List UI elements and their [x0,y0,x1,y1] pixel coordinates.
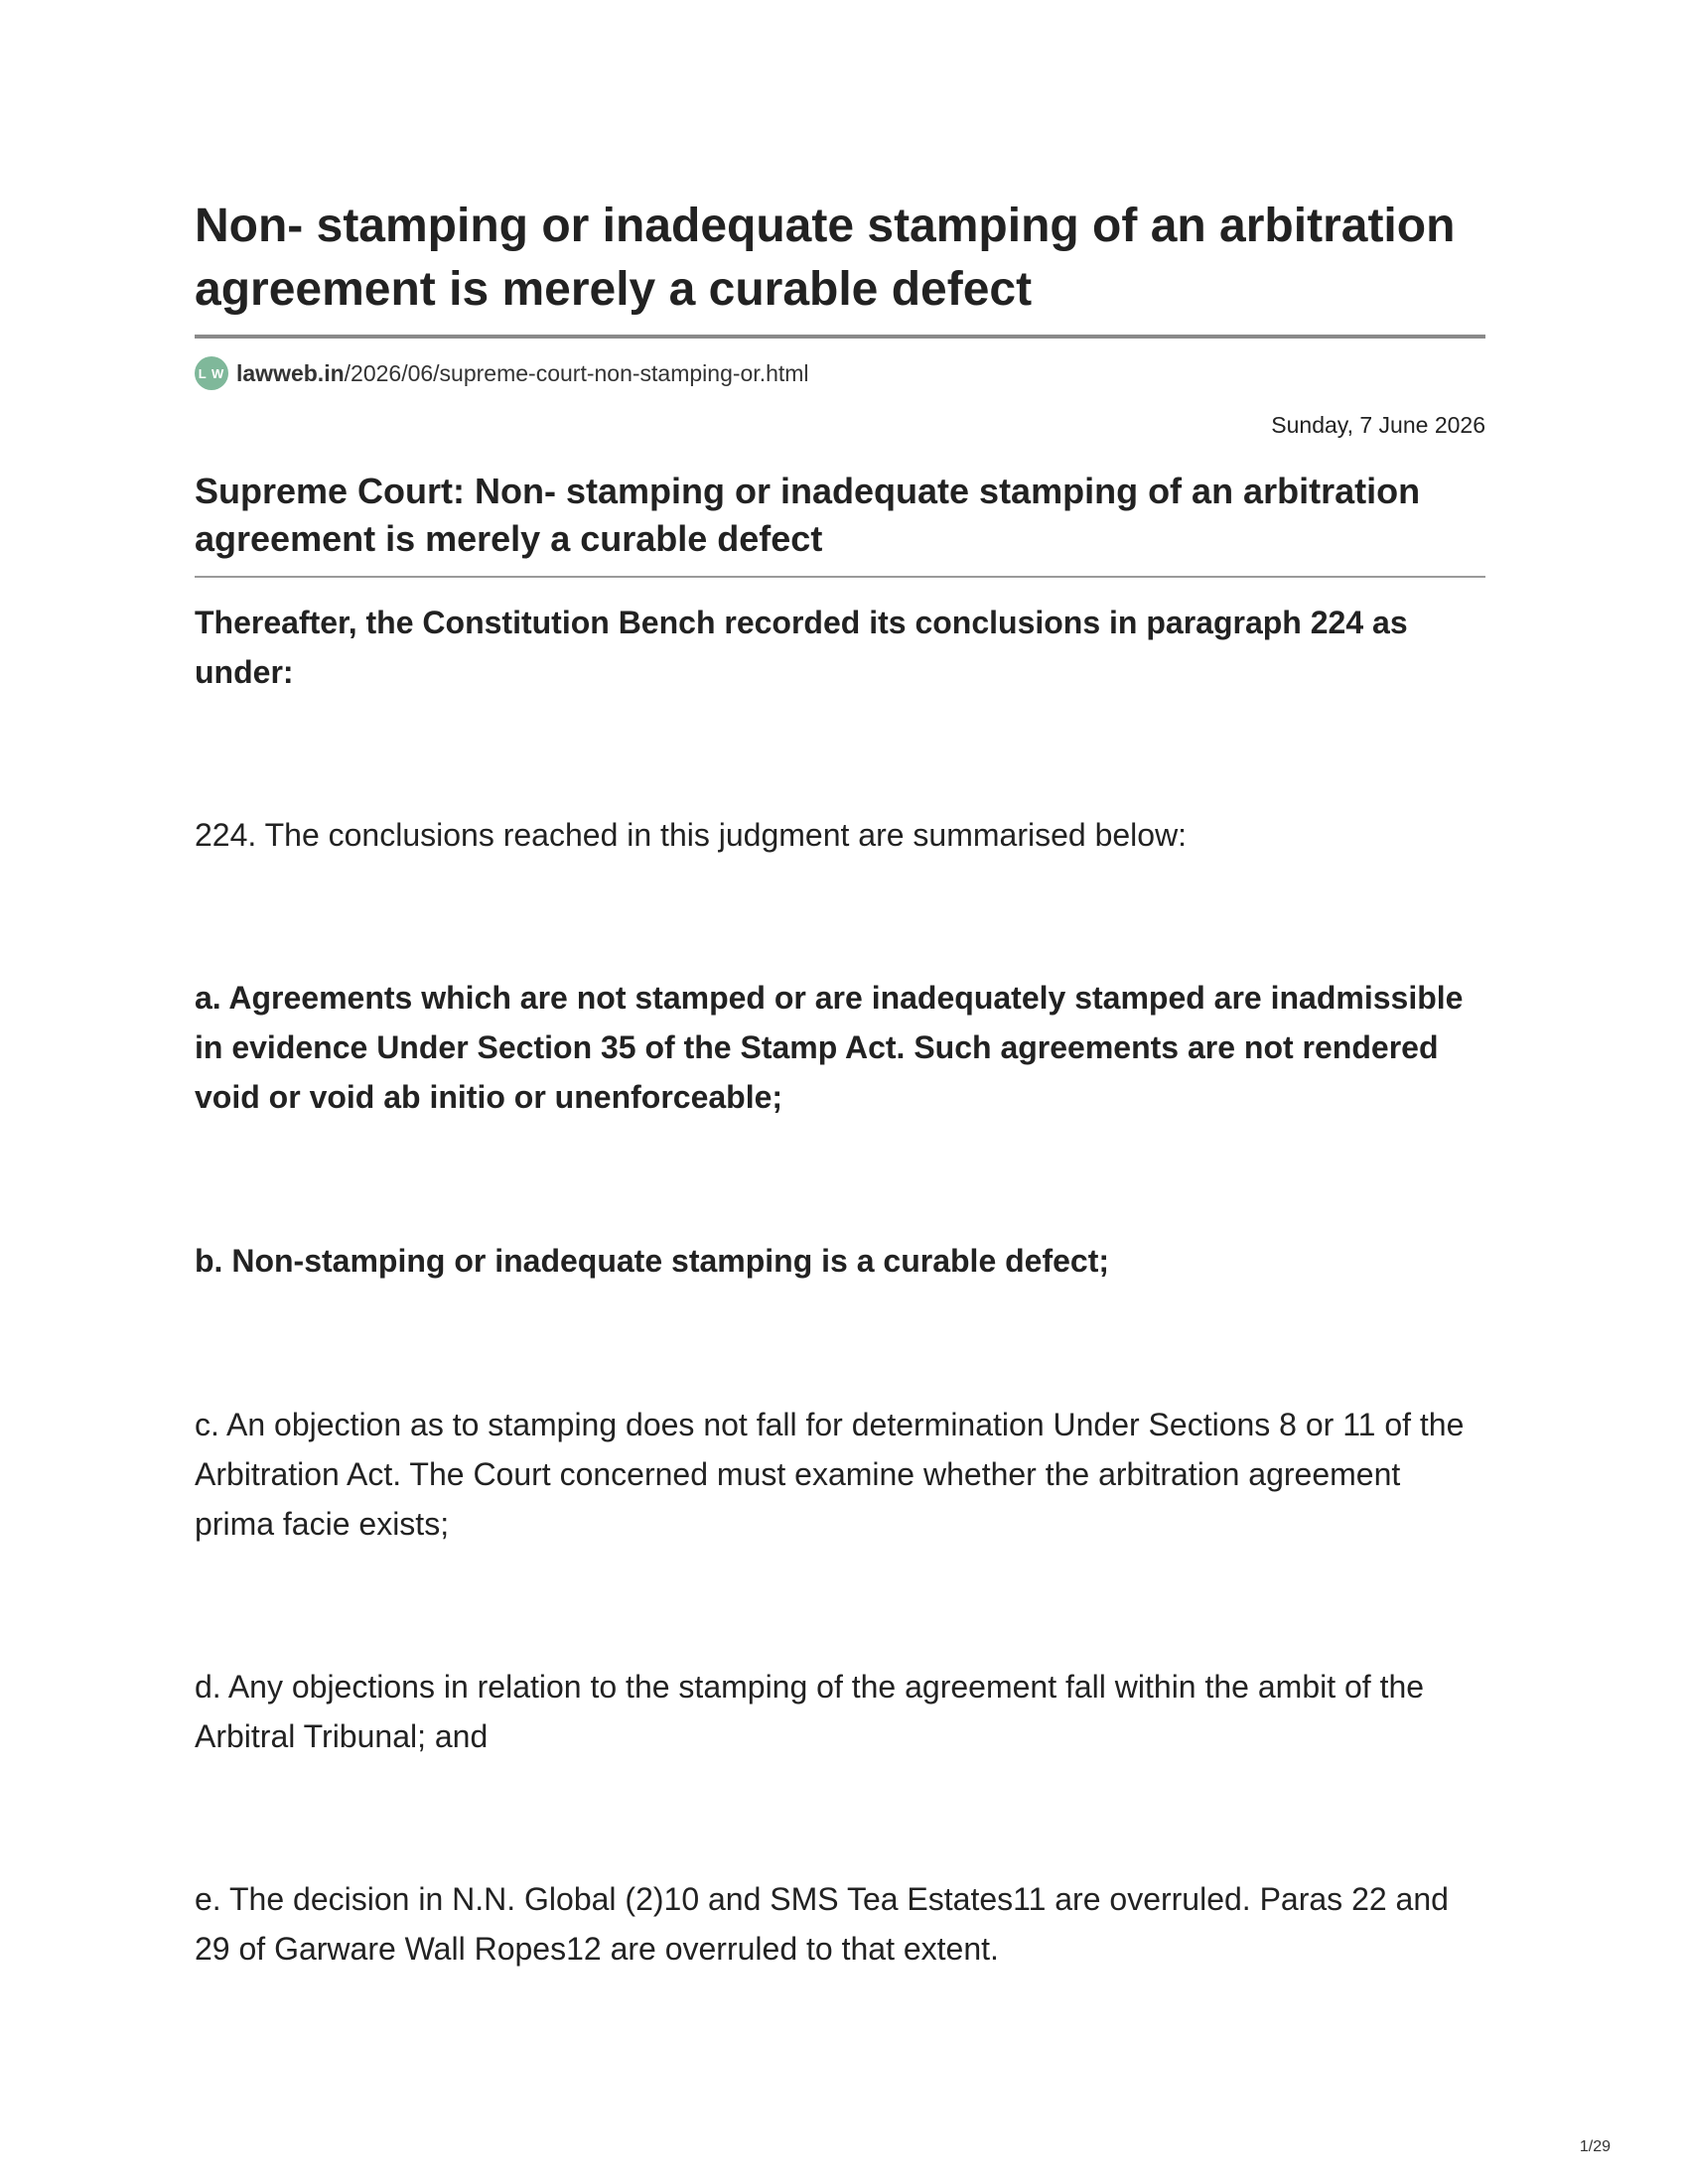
source-link[interactable] [195,356,1485,390]
page-number: 1/29 [1579,2138,1611,2155]
conclusion-b: b. Non-stamping or inadequate stamping is a curable defect; [195,1243,1110,1279]
site-favicon-icon: L W [195,356,228,390]
title-divider [195,335,1485,339]
document-page [195,195,1485,1974]
page-title: Non- stamping or inadequate stamping of an arbitration agreement is merely a curable defect [195,200,1456,316]
article-subtitle: Supreme Court: Non- stamping or inadequate stamping of an arbitration agreement is merely a curable defect [195,471,1421,559]
conclusion-d: d. Any objections in relation to the stamping of the agreement fall within the ambit of the Arbitral Tribunal; and [195,1669,1425,1754]
source-domain[interactable]: lawweb.in [236,359,345,386]
subtitle-divider [195,576,1485,578]
conclusion-c: c. An objection as to stamping does not fall for determination Under Sections 8 or 11 of the Arbitration Act. The Court concerned must examine whether the arbitration agreement prima facie exists; [195,1407,1465,1542]
intro-paragraph: Thereafter, the Constitution Bench recorded its conclusions in paragraph 224 as under: [195,605,1408,690]
publish-date: Sunday, 7 June 2026 [1271,412,1485,438]
conclusion-a: a. Agreements which are not stamped or are inadequately stamped are inadmissible in evidence Under Section 35 of the Stamp Act. Such agreements are not rendered void or void ab initio or unenforceable; [195,980,1464,1115]
paragraph-224: 224. The conclusions reached in this judgment are summarised below: [195,817,1188,853]
source-path[interactable]: /2026/06/supreme-court-non-stamping-or.html [344,359,809,386]
conclusion-e: e. The decision in N.N. Global (2)10 and SMS Tea Estates11 are overruled. Paras 22 and 29 of Garware Wall Ropes12 are overruled to that extent. [195,1881,1449,1967]
